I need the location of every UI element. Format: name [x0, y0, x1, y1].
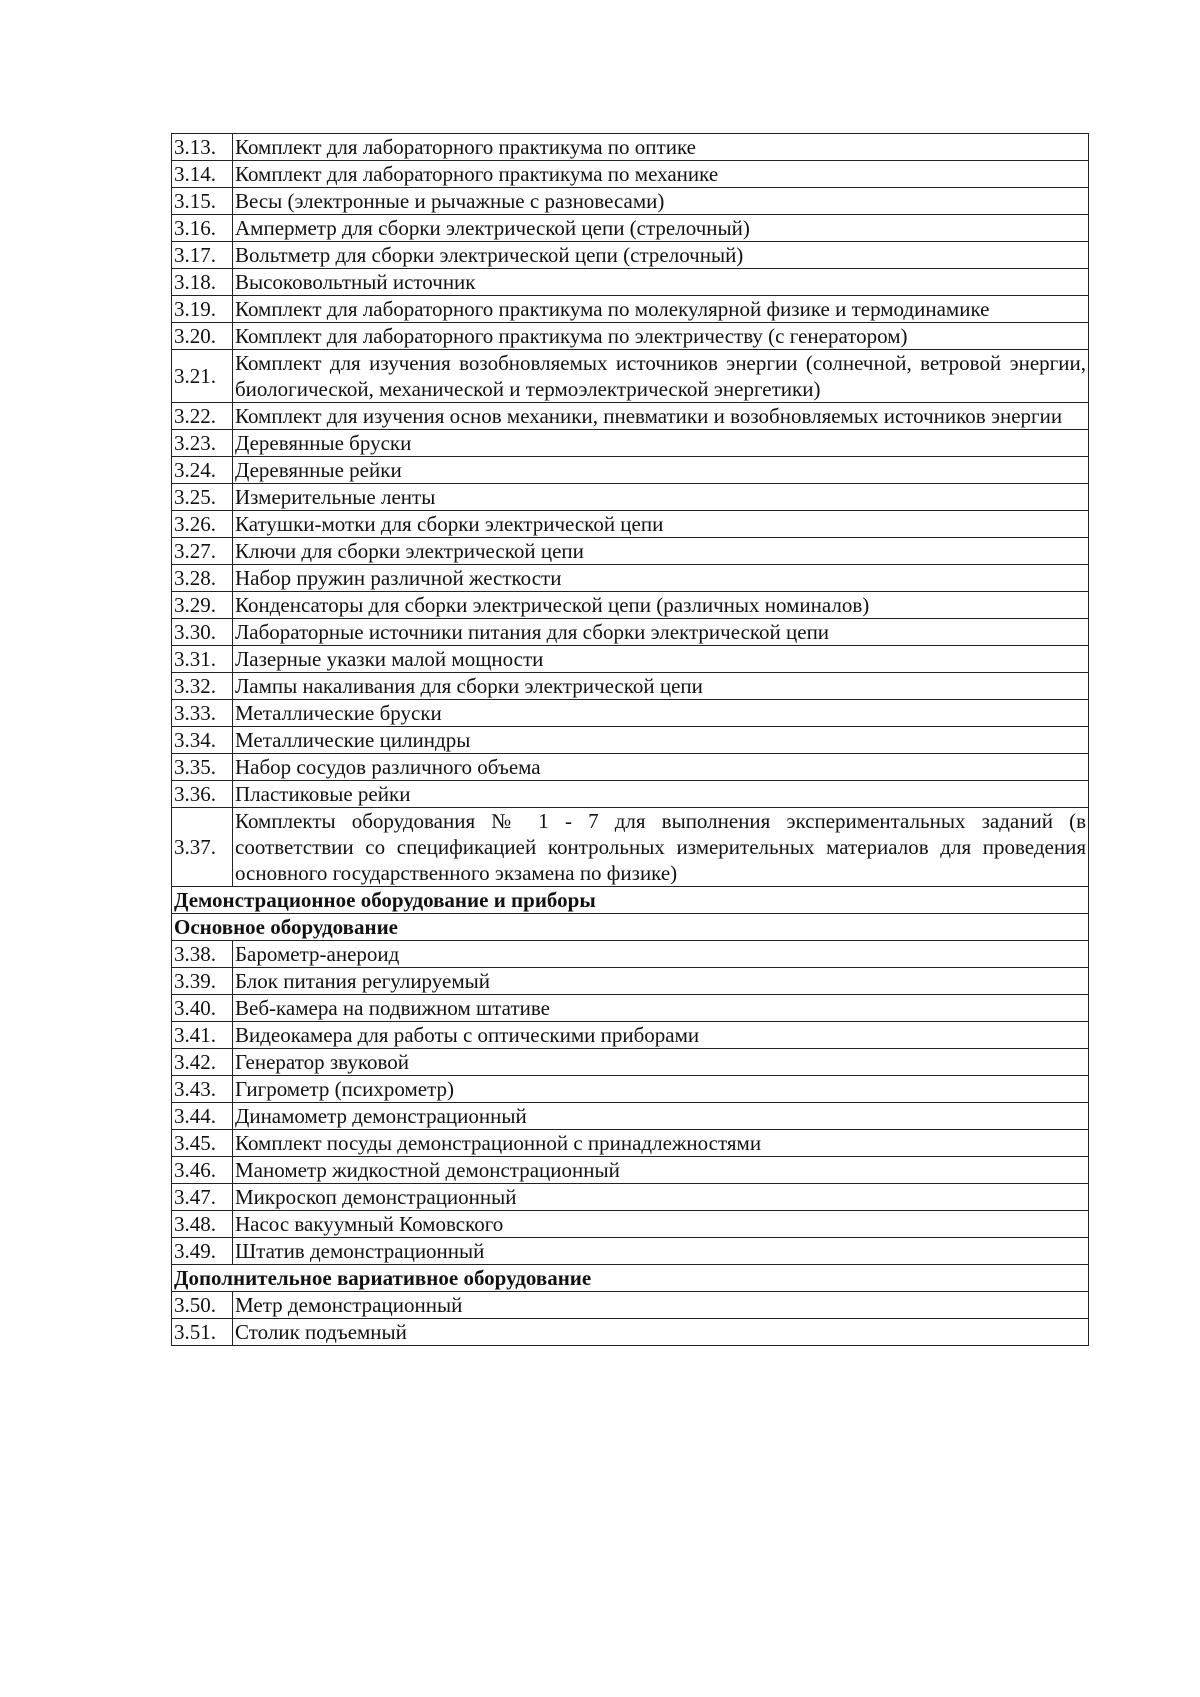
item-number: 3.43. [172, 1076, 233, 1103]
item-name: Вольтметр для сборки электрической цепи (стрелочный) [233, 242, 1089, 269]
item-number: 3.17. [172, 242, 233, 269]
table-row [172, 754, 1089, 781]
item-number: 3.32. [172, 673, 233, 700]
item-number: 3.31. [172, 646, 233, 673]
table-row [172, 646, 1089, 673]
table-row [172, 242, 1089, 269]
table-row [172, 538, 1089, 565]
item-number: 3.42. [172, 1049, 233, 1076]
table-row [172, 1211, 1089, 1238]
table-row [172, 995, 1089, 1022]
table-row [172, 161, 1089, 188]
table-row [172, 484, 1089, 511]
table-row [172, 1292, 1089, 1319]
table-row [172, 1049, 1089, 1076]
section-title: Основное оборудование [172, 914, 1089, 941]
table-body [172, 134, 1089, 1346]
table-row [172, 968, 1089, 995]
item-name: Высоковольтный источник [233, 269, 1089, 296]
item-number: 3.24. [172, 457, 233, 484]
item-name: Набор сосудов различного объема [233, 754, 1089, 781]
item-number: 3.40. [172, 995, 233, 1022]
section-header-row [172, 887, 1089, 914]
item-name: Лампы накаливания для сборки электрической цепи [233, 673, 1089, 700]
item-number: 3.44. [172, 1103, 233, 1130]
item-number: 3.50. [172, 1292, 233, 1319]
table-row [172, 700, 1089, 727]
item-name: Комплект для лабораторного практикума по механике [233, 161, 1089, 188]
item-name: Конденсаторы для сборки электрической цепи (различных номиналов) [233, 592, 1089, 619]
item-name: Комплект для изучения возобновляемых источников энергии (солнечной, ветровой энергии, биологической, механической и термоэлектрической энергетики) [233, 350, 1089, 403]
item-number: 3.38. [172, 941, 233, 968]
table-row [172, 1319, 1089, 1346]
table-row [172, 1157, 1089, 1184]
table-row [172, 188, 1089, 215]
item-number: 3.48. [172, 1211, 233, 1238]
item-name: Комплект для лабораторного практикума по молекулярной физике и термодинамике [233, 296, 1089, 323]
item-number: 3.15. [172, 188, 233, 215]
table-row [172, 1022, 1089, 1049]
item-name: Манометр жидкостной демонстрационный [233, 1157, 1089, 1184]
item-name: Веб-камера на подвижном штативе [233, 995, 1089, 1022]
table-row [172, 619, 1089, 646]
table-row [172, 403, 1089, 430]
item-name: Насос вакуумный Комовского [233, 1211, 1089, 1238]
item-name: Лазерные указки малой мощности [233, 646, 1089, 673]
table-row [172, 215, 1089, 242]
item-name: Весы (электронные и рычажные с разновесами) [233, 188, 1089, 215]
table-row [172, 134, 1089, 161]
item-number: 3.16. [172, 215, 233, 242]
item-number: 3.29. [172, 592, 233, 619]
item-name: Генератор звуковой [233, 1049, 1089, 1076]
item-number: 3.27. [172, 538, 233, 565]
item-number: 3.21. [172, 350, 233, 403]
table-row [172, 1184, 1089, 1211]
item-name: Амперметр для сборки электрической цепи (стрелочный) [233, 215, 1089, 242]
item-number: 3.30. [172, 619, 233, 646]
item-number: 3.37. [172, 808, 233, 887]
item-number: 3.22. [172, 403, 233, 430]
item-name: Лабораторные источники питания для сборки электрической цепи [233, 619, 1089, 646]
item-name: Метр демонстрационный [233, 1292, 1089, 1319]
item-name: Металлические бруски [233, 700, 1089, 727]
item-number: 3.49. [172, 1238, 233, 1265]
item-number: 3.39. [172, 968, 233, 995]
item-number: 3.14. [172, 161, 233, 188]
section-title: Демонстрационное оборудование и приборы [172, 887, 1089, 914]
item-number: 3.46. [172, 1157, 233, 1184]
item-number: 3.45. [172, 1130, 233, 1157]
table-row [172, 323, 1089, 350]
table-row [172, 1103, 1089, 1130]
table-row [172, 430, 1089, 457]
item-name: Гигрометр (психрометр) [233, 1076, 1089, 1103]
item-name: Комплект для лабораторного практикума по оптике [233, 134, 1089, 161]
item-number: 3.34. [172, 727, 233, 754]
item-name: Измерительные ленты [233, 484, 1089, 511]
item-number: 3.19. [172, 296, 233, 323]
item-name: Столик подъемный [233, 1319, 1089, 1346]
table-row [172, 1130, 1089, 1157]
section-title: Дополнительное вариативное оборудование [172, 1265, 1089, 1292]
table-row [172, 296, 1089, 323]
item-name: Набор пружин различной жесткости [233, 565, 1089, 592]
item-number: 3.47. [172, 1184, 233, 1211]
table-row [172, 269, 1089, 296]
table-row [172, 592, 1089, 619]
table-row [172, 1238, 1089, 1265]
item-number: 3.36. [172, 781, 233, 808]
table-row [172, 511, 1089, 538]
item-name: Катушки-мотки для сборки электрической цепи [233, 511, 1089, 538]
item-name: Металлические цилиндры [233, 727, 1089, 754]
item-name: Деревянные бруски [233, 430, 1089, 457]
item-name: Блок питания регулируемый [233, 968, 1089, 995]
table-row [172, 673, 1089, 700]
section-header-row [172, 914, 1089, 941]
item-number: 3.13. [172, 134, 233, 161]
table-row [172, 565, 1089, 592]
item-number: 3.18. [172, 269, 233, 296]
section-header-row [172, 1265, 1089, 1292]
item-name: Комплект посуды демонстрационной с принадлежностями [233, 1130, 1089, 1157]
item-name: Штатив демонстрационный [233, 1238, 1089, 1265]
item-number: 3.28. [172, 565, 233, 592]
table-row [172, 1076, 1089, 1103]
table-row [172, 350, 1089, 403]
item-name: Барометр-анероид [233, 941, 1089, 968]
item-name: Комплекты оборудования № 1 - 7 для выполнения экспериментальных заданий (в соответствии со спецификацией контрольных измерительных материалов для проведения основного государственного экзамена по физике) [233, 808, 1089, 887]
item-name: Деревянные рейки [233, 457, 1089, 484]
table-row [172, 808, 1089, 887]
table-row [172, 727, 1089, 754]
item-name: Динамометр демонстрационный [233, 1103, 1089, 1130]
item-number: 3.23. [172, 430, 233, 457]
table-row [172, 941, 1089, 968]
item-name: Пластиковые рейки [233, 781, 1089, 808]
equipment-table [171, 133, 1089, 1346]
item-number: 3.35. [172, 754, 233, 781]
item-name: Ключи для сборки электрической цепи [233, 538, 1089, 565]
item-name: Комплект для изучения основ механики, пневматики и возобновляемых источников энергии [233, 403, 1089, 430]
item-name: Видеокамера для работы с оптическими приборами [233, 1022, 1089, 1049]
item-name: Микроскоп демонстрационный [233, 1184, 1089, 1211]
item-name: Комплект для лабораторного практикума по электричеству (с генератором) [233, 323, 1089, 350]
item-number: 3.51. [172, 1319, 233, 1346]
item-number: 3.26. [172, 511, 233, 538]
table-row [172, 781, 1089, 808]
table-row [172, 457, 1089, 484]
item-number: 3.33. [172, 700, 233, 727]
item-number: 3.25. [172, 484, 233, 511]
item-number: 3.20. [172, 323, 233, 350]
item-number: 3.41. [172, 1022, 233, 1049]
